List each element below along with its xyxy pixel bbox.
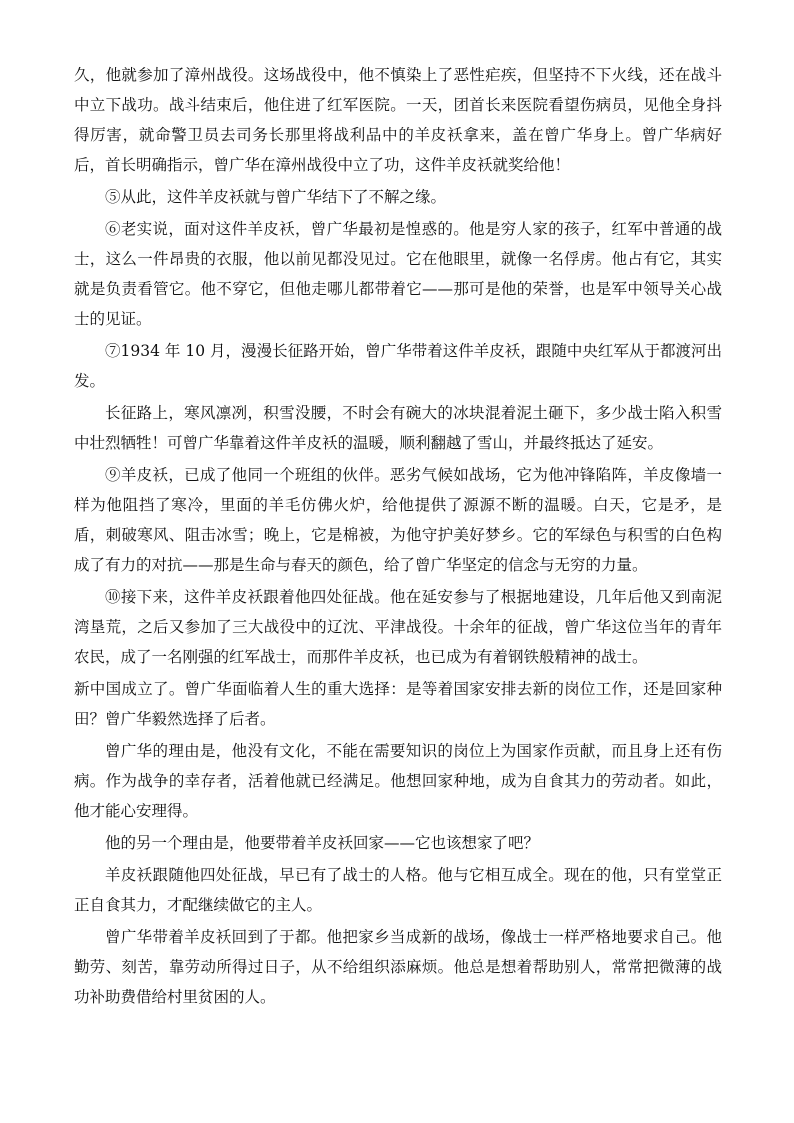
paragraph-12: 曾广华带着羊皮袄回到了于都。他把家乡当成新的战场，像战士一样严格地要求自己。他勤劳、刻苦，靠劳动所得过日子，从不给组织添麻烦。他总是想着帮助别人，常常把微薄的战功补助费借给村里贫困的人。	[74, 928, 722, 1006]
paragraph-5: 长征路上，寒风凛冽，积雪没腰，不时会有碗大的冰块混着泥土砸下，多少战士陷入积雪中壮烈牺牲！可曾广华靠着这件羊皮袄的温暖，顺利翻越了雪山，并最终抵达了延安。	[74, 404, 722, 452]
paragraph-11: 羊皮袄跟随他四处征战，早已有了战士的人格。他与它相互成全。现在的他，只有堂堂正正自食其力，才配继续做它的主人。	[74, 866, 722, 914]
paragraph-8: 新中国成立了。曾广华面临着人生的重大选择：是等着国家安排去新的岗位工作，还是回家种田？曾广华毅然选择了后者。	[74, 680, 722, 728]
paragraph-7: ⑩接下来，这件羊皮袄跟着他四处征战。他在延安参与了根据地建设，几年后他又到南泥湾垦荒，之后又参加了三大战役中的辽沈、平津战役。十余年的征战，曾广华这位当年的青年农民，成了一名刚强的红军战士，而那件羊皮袄，也已成为有着钢铁般精神的战士。	[74, 588, 722, 666]
paragraph-3: ⑥老实说，面对这件羊皮袄，曾广华最初是惶惑的。他是穷人家的孩子，红军中普通的战士，这么一件昂贵的衣服，他以前见都没见过。它在他眼里，就像一名俘虏。他占有它，其实就是负责看管它。他不穿它，但他走哪儿都带着它——那可是他的荣誉，也是军中领导关心战士的见证。	[74, 220, 722, 328]
paragraph-2: ⑤从此，这件羊皮袄就与曾广华结下了不解之缘。	[105, 188, 447, 206]
paragraph-9: 曾广华的理由是，他没有文化，不能在需要知识的岗位上为国家作贡献，而且身上还有伤病。作为战争的幸存者，活着他就已经满足。他想回家种地，成为自食其力的劳动者。如此，他才能心安理得。	[74, 742, 722, 820]
paragraph-1: 久，他就参加了漳州战役。这场战役中，他不慎染上了恶性疟疾，但坚持不下火线，还在战斗中立下战功。战斗结束后，他住进了红军医院。一天，团首长来医院看望伤病员，见他全身抖得厉害，就命警卫员去司务长那里将战利品中的羊皮袄拿来，盖在曾广华身上。曾广华病好后，首长明确指示，曾广华在漳州战役中立了功，这件羊皮袄就奖给他！	[74, 66, 722, 174]
paragraph-10: 他的另一个理由是，他要带着羊皮袄回家——它也该想家了吧？	[105, 834, 540, 852]
document-page	[74, 60, 722, 1014]
paragraph-4: ⑦1934 年 10 月，漫漫长征路开始，曾广华带着这件羊皮袄，跟随中央红军从于都渡河出发。	[74, 342, 722, 390]
paragraph-6: ⑨羊皮袄，已成了他同一个班组的伙伴。恶劣气候如战场，它为他冲锋陷阵，羊皮像墙一样为他阻挡了寒冷，里面的羊毛仿佛火炉，给他提供了源源不断的温暖。白天，它是矛，是盾，刺破寒风、阻击冰雪；晚上，它是棉被，为他守护美好梦乡。它的军绿色与积雪的白色构成了有力的对抗——那是生命与春天的颜色，给了曾广华坚定的信念与无穷的力量。	[74, 466, 722, 574]
